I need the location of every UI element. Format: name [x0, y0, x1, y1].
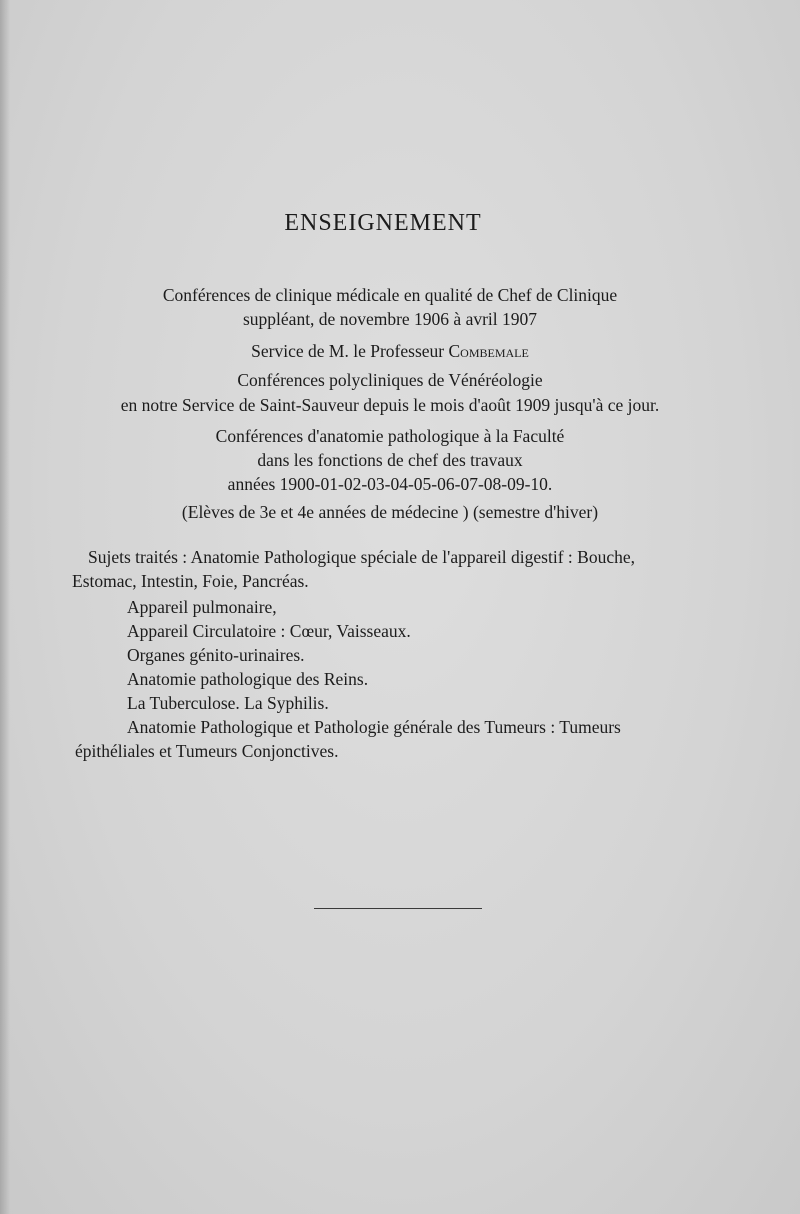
service-prefix: Service de M. le Professeur [251, 341, 449, 361]
venereology-line-1: Conférences polycliniques de Vénéréologie [237, 370, 543, 390]
page-heading: ENSEIGNEMENT [284, 210, 482, 236]
subject-item: Organes génito-urinaires. [127, 645, 305, 665]
service-line [0, 340, 780, 362]
professor-name: Combemale [448, 341, 529, 361]
anatomy-line-1: Conférences d'anatomie pathologique à la Faculté [215, 426, 565, 446]
subjects-last-line: épithéliales et Tumeurs Conjonctives. [75, 741, 339, 761]
venereology-line-2: en notre Service de Saint-Sauveur depuis le mois d'août 1909 jusqu'à ce jour. [120, 395, 660, 415]
anatomy-line-2: dans les fonctions de chef des travaux [257, 450, 523, 470]
students-line: (Elèves de 3e et 4e années de médecine ) (semestre d'hiver) [181, 502, 599, 522]
subjects-line-2: Estomac, Intestin, Foie, Pancréas. [72, 571, 309, 591]
page-edge-shadow [0, 0, 10, 1214]
subject-item: Anatomie Pathologique et Pathologie générale des Tumeurs : Tumeurs [127, 717, 621, 737]
closing-rule [314, 908, 482, 909]
subject-item: La Tuberculose. La Syphilis. [127, 693, 329, 713]
subjects-line-1: Sujets traités : Anatomie Pathologique spéciale de l'appareil digestif : Bouche, [88, 547, 635, 567]
anatomy-line-3: années 1900-01-02-03-04-05-06-07-08-09-10. [227, 474, 553, 494]
subject-item: Appareil pulmonaire, [127, 597, 277, 617]
subject-item: Anatomie pathologique des Reins. [127, 669, 369, 689]
subject-item: Appareil Circulatoire : Cœur, Vaisseaux. [127, 621, 411, 641]
clinic-line-2: suppléant, de novembre 1906 à avril 1907 [242, 309, 538, 329]
clinic-line-1: Conférences de clinique médicale en qualité de Chef de Clinique [162, 285, 618, 305]
